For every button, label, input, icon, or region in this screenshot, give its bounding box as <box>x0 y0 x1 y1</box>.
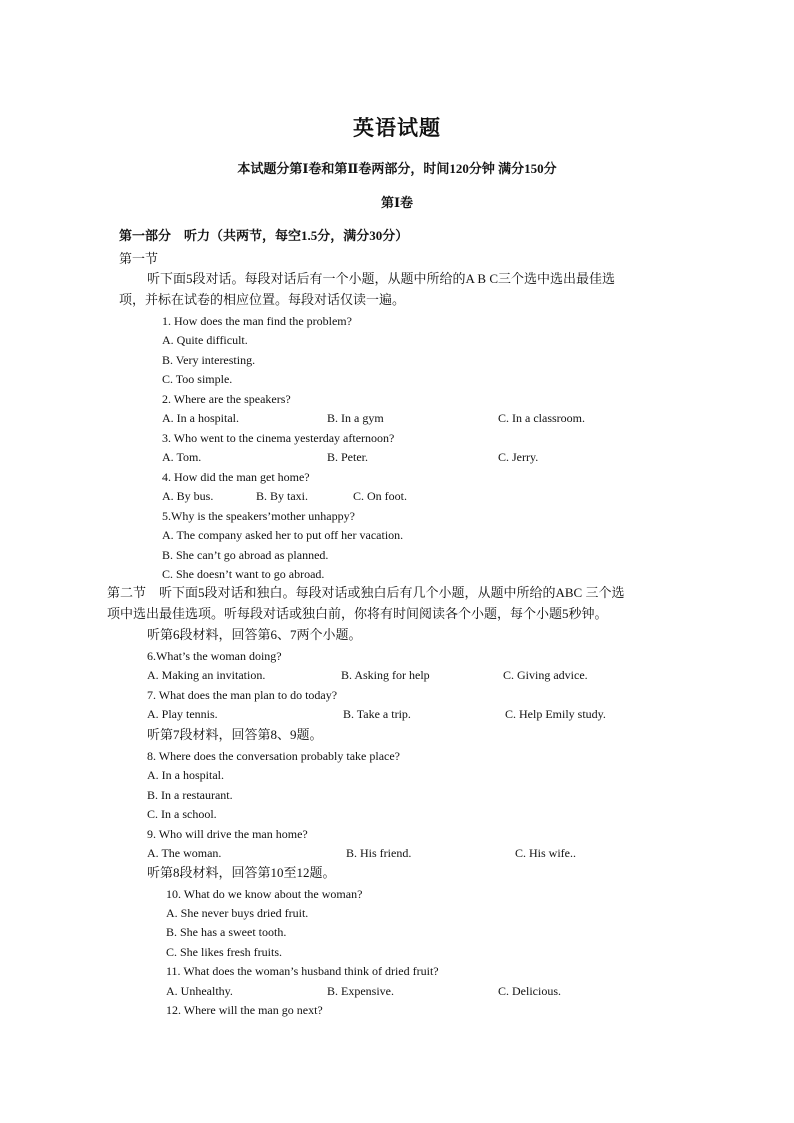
q8-option-b: B. In a restaurant. <box>147 788 233 802</box>
q6-option-c: C. Giving advice. <box>503 668 588 682</box>
question-8: 8. Where does the conversation probably take place? <box>147 749 401 763</box>
section1-label: 第一节 <box>119 251 159 266</box>
q9-option-a: A. The woman. <box>147 846 222 860</box>
question-7: 7. What does the man plan to do today? <box>147 688 338 702</box>
q5-option-c: C. She doesn’t want to go abroad. <box>162 567 325 581</box>
q8-option-a: A. In a hospital. <box>147 768 224 782</box>
q3-option-b: B. Peter. <box>327 450 368 464</box>
question-1: 1. How does the man find the problem? <box>162 314 352 328</box>
q10-option-a: A. She never buys dried fruit. <box>166 906 309 920</box>
q7-option-a: A. Play tennis. <box>147 707 218 721</box>
question-5: 5.Why is the speakers’mother unhappy? <box>162 509 355 523</box>
question-9: 9. Who will drive the man home? <box>147 827 308 841</box>
q4-option-a: A. By bus. <box>162 489 214 503</box>
material-6-note: 听第6段材料，回答第6、7两个小题。 <box>147 627 362 642</box>
q7-option-c: C. Help Emily study. <box>505 707 606 721</box>
section1-instruction-line2: 项，并标在试卷的相应位置。每段对话仅读一遍。 <box>119 292 406 307</box>
material-8-note: 听第8段材料，回答第10至12题。 <box>147 865 336 880</box>
q11-option-c: C. Delicious. <box>498 984 561 998</box>
q2-option-b: B. In a gym <box>327 411 384 425</box>
q11-option-a: A. Unhealthy. <box>166 984 233 998</box>
q1-option-a: A. Quite difficult. <box>162 333 248 347</box>
q6-option-b: B. Asking for help <box>341 668 430 682</box>
page-title: 英语试题 <box>353 116 441 140</box>
q2-option-c: C. In a classroom. <box>498 411 585 425</box>
question-11: 11. What does the woman’s husband think of dried fruit? <box>166 964 439 978</box>
q1-option-c: C. Too simple. <box>162 372 233 386</box>
q3-option-a: A. Tom. <box>162 450 202 464</box>
volume-label: 第Ⅰ卷 <box>380 195 414 210</box>
page-subtitle: 本试题分第Ⅰ卷和第Ⅱ卷两部分，时间120分钟 满分150分 <box>237 161 557 176</box>
q10-option-c: C. She likes fresh fruits. <box>166 945 282 959</box>
q8-option-c: C. In a school. <box>147 807 217 821</box>
q10-option-b: B. She has a sweet tooth. <box>166 925 287 939</box>
material-7-note: 听第7段材料，回答第8、9题。 <box>147 727 323 742</box>
q9-option-c: C. His wife.. <box>515 846 576 860</box>
q6-option-a: A. Making an invitation. <box>147 668 266 682</box>
q3-option-c: C. Jerry. <box>498 450 539 464</box>
question-2: 2. Where are the speakers? <box>162 392 291 406</box>
question-4: 4. How did the man get home? <box>162 470 310 484</box>
q4-option-b: B. By taxi. <box>256 489 309 503</box>
question-6: 6.What’s the woman doing? <box>147 649 282 663</box>
question-10: 10. What do we know about the woman? <box>166 887 363 901</box>
question-3: 3. Who went to the cinema yesterday afternoon? <box>162 431 395 445</box>
q11-option-b: B. Expensive. <box>327 984 394 998</box>
q5-option-a: A. The company asked her to put off her vacation. <box>162 528 404 542</box>
q7-option-b: B. Take a trip. <box>343 707 411 721</box>
q9-option-b: B. His friend. <box>346 846 412 860</box>
q1-option-b: B. Very interesting. <box>162 353 256 367</box>
section2-instruction-line1: 第二节 听下面5段对话和独白。每段对话或独白后有几个小题，从题中所给的ABC 三个选 <box>107 585 625 600</box>
q5-option-b: B. She can’t go abroad as planned. <box>162 548 329 562</box>
part1-heading: 第一部分 听力（共两节，每空1.5分，满分30分） <box>119 228 409 243</box>
question-12: 12. Where will the man go next? <box>166 1003 323 1017</box>
section1-instruction-line1: 听下面5段对话。每段对话后有一个小题，从题中所给的A B C三个选中选出最佳选 <box>147 271 616 286</box>
q2-option-a: A. In a hospital. <box>162 411 239 425</box>
q4-option-c: C. On foot. <box>353 489 407 503</box>
section2-instruction-line2: 项中选出最佳选项。听每段对话或独白前，你将有时间阅读各个小题，每个小题5秒钟。 <box>107 606 608 621</box>
